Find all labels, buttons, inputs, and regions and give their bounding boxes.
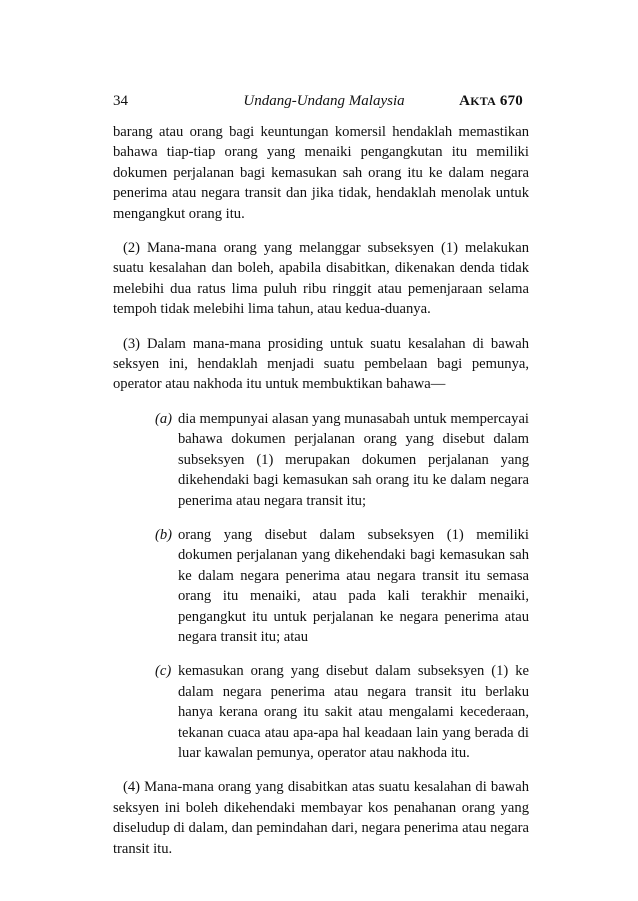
item-label: (c): [155, 663, 172, 680]
document-body: [113, 122, 529, 859]
act-number: [459, 90, 523, 112]
paragraph-subsection-3: (3) Dalam mana-mana prosiding untuk suatu kesalahan di bawah seksyen ini, hendaklah menjadi suatu pembelaan bagi pemunya, operator atau nakhoda itu untuk membuktikan bahawa—: [113, 335, 529, 393]
running-title: Undang-Undang Malaysia: [243, 93, 405, 109]
page-number: 34: [113, 93, 128, 109]
item-label: (a): [155, 410, 173, 427]
act-smallcaps: KTA: [470, 94, 496, 108]
list-item: [155, 661, 529, 763]
item-text: orang yang disebut dalam subseksyen (1) memiliki dokumen perjalanan yang dikehendaki bagi kemasukan sah ke dalam negara penerima atau negara transit itu semasa orang itu menaiki, atau pada kali terakhir menaiki, pengangkut itu untuk perjalanan ke negara penerima atau negara transit itu; atau: [178, 526, 529, 645]
paragraph-subsection-2: (2) Mana-mana orang yang melanggar subseksyen (1) melakukan suatu kesalahan dan boleh, apabila disabitkan, dikenakan denda tidak melebihi dua ratus lima puluh ribu ringgit atau pemenjaraan selama tempoh tidak melebihi lima tahun, atau kedua-duanya.: [113, 240, 529, 318]
list-item: [155, 409, 529, 511]
paragraph-subsection-4: (4) Mana-mana orang yang disabitkan atas suatu kesalahan di bawah seksyen ini boleh dikehendaki membayar kos penahanan orang yang diseludup di dalam, dan pemindahan dari, negara penerima atau negara transit itu.: [113, 779, 529, 857]
act-prefix: A: [459, 93, 471, 109]
defence-list: [113, 409, 529, 764]
item-text: kemasukan orang yang disebut dalam subseksyen (1) ke dalam negara penerima atau negara transit itu berlaku hanya kerana orang itu sakit atau mengalami kecederaan, tekanan cuaca atau apa-apa hal keadaan lain yang berada di luar kawalan pemunya, operator atau nakhoda itu.: [178, 663, 529, 761]
item-text: dia mempunyai alasan yang munasabah untuk mempercayai bahawa dokumen perjalanan orang yang disebut dalam subseksyen (1) merupakan dokumen perjalanan yang dikehendaki bagi kemasukan sah orang itu ke dalam negara penerima atau negara transit itu;: [178, 410, 529, 509]
act-num: 670: [499, 93, 523, 109]
document-page: [113, 90, 529, 873]
paragraph-intro: barang atau orang bagi keuntungan komersil hendaklah memastikan bahawa tiap-tiap orang yang menaiki pengangkutan itu memiliki dokumen perjalanan bagi kemasukan sah orang itu ke dalam negara penerima atau negara transit dan jika tidak, hendaklah menolak untuk mengangkut orang itu.: [113, 124, 529, 222]
list-item: [155, 525, 529, 647]
page-header: [113, 90, 529, 112]
item-label: (b): [155, 526, 173, 543]
